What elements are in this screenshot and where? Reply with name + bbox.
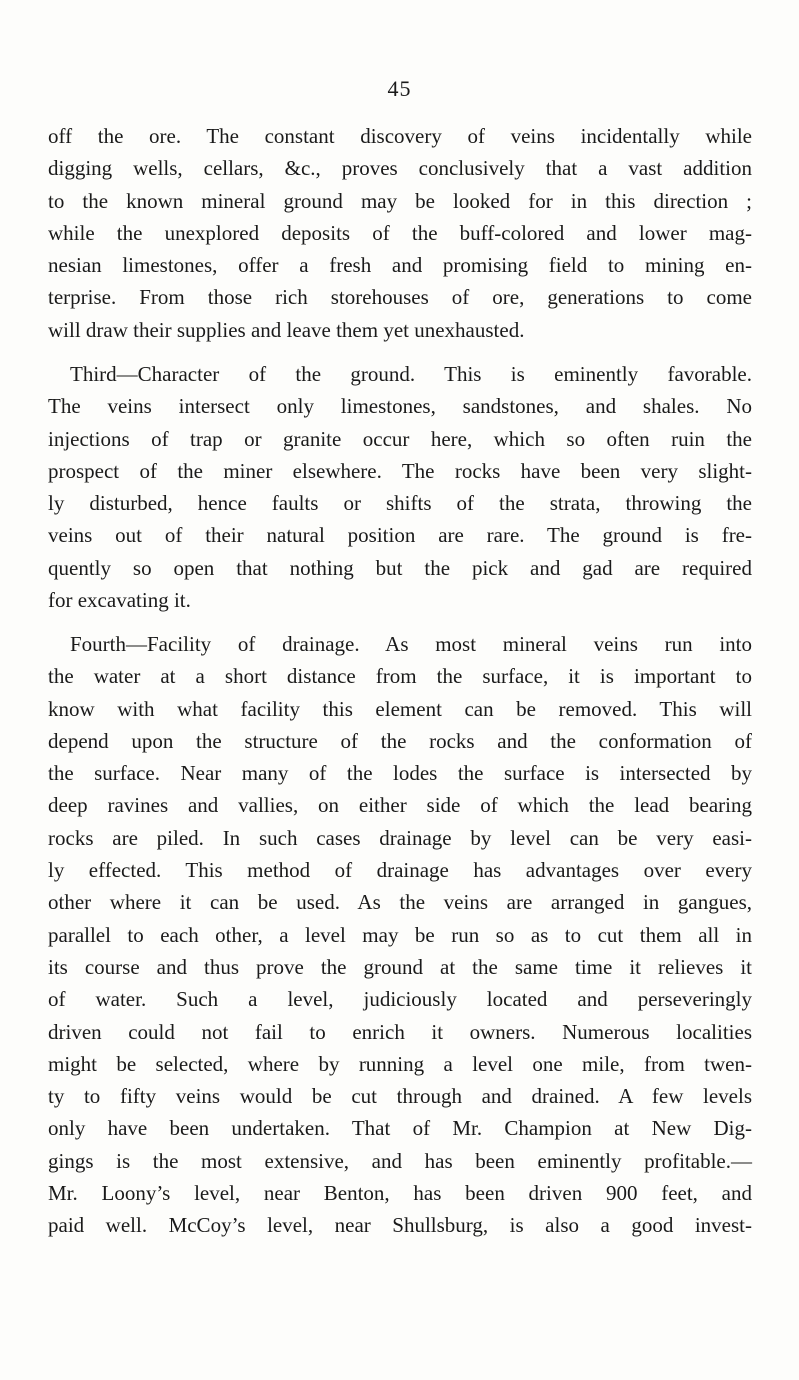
text-line: driven could not fail to enrich it owners. Numerous localities bbox=[48, 1019, 752, 1044]
text-line: rocks are piled. In such cases drainage by level can be very easi- bbox=[48, 825, 752, 850]
text-line: deep ravines and vallies, on either side of which the lead bearing bbox=[48, 793, 752, 818]
text-line: quently so open that nothing but the pick and gad are required bbox=[48, 555, 752, 580]
text-line: paid well. McCoy’s level, near Shullsburg, is also a good invest- bbox=[48, 1213, 752, 1238]
text-line: veins out of their natural position are rare. The ground is fre- bbox=[48, 523, 752, 548]
text-line: only have been undertaken. That of Mr. Champion at New Dig- bbox=[48, 1116, 752, 1141]
text-line: to the known mineral ground may be looked for in this direction ; bbox=[48, 188, 752, 213]
text-line: might be selected, where by running a level one mile, from twen- bbox=[48, 1051, 752, 1076]
text-line: gings is the most extensive, and has been eminently profitable.— bbox=[48, 1148, 752, 1173]
text-line: know with what facility this element can be removed. This will bbox=[48, 696, 752, 721]
text-line: off the ore. The constant discovery of veins incidentally while bbox=[48, 124, 752, 148]
text-line: other where it can be used. As the veins are arranged in gangues, bbox=[48, 890, 752, 915]
paragraph-character-of-ground bbox=[48, 358, 752, 616]
text-line: prospect of the miner elsewhere. The rocks have been very slight- bbox=[48, 458, 752, 483]
text-line: injections of trap or granite occur here, which so often ruin the bbox=[48, 426, 752, 451]
text-line: ty to fifty veins would be cut through and drained. A few levels bbox=[48, 1084, 752, 1109]
text-line: while the unexplored deposits of the buff-colored and lower mag- bbox=[48, 220, 752, 245]
page-number: 45 bbox=[387, 76, 412, 101]
text-line: ly disturbed, hence faults or shifts of the strata, throwing the bbox=[48, 491, 752, 516]
text-line: parallel to each other, a level may be run so as to cut them all in bbox=[48, 922, 752, 947]
text-line: Fourth—Facility of drainage. As most mineral veins run into bbox=[70, 632, 752, 656]
text-line: nesian limestones, offer a fresh and promising field to mining en- bbox=[48, 253, 752, 278]
text-line: depend upon the structure of the rocks and the conformation of bbox=[48, 728, 752, 753]
text-line: its course and thus prove the ground at the same time it relieves it bbox=[48, 954, 752, 979]
text-line: Mr. Loony’s level, near Benton, has been driven 900 feet, and bbox=[48, 1181, 752, 1206]
paragraph-facility-of-drainage bbox=[48, 628, 752, 1242]
text-line: the water at a short distance from the surface, it is important to bbox=[48, 664, 752, 689]
text-line: the surface. Near many of the lodes the surface is intersected by bbox=[48, 761, 752, 786]
text-line: will draw their supplies and leave them yet unexhausted. bbox=[48, 317, 525, 342]
text-line: Third—Character of the ground. This is eminently favorable. bbox=[70, 362, 752, 386]
text-line: digging wells, cellars, &c., proves conclusively that a vast addition bbox=[48, 156, 752, 181]
text-line: ly effected. This method of drainage has advantages over every bbox=[48, 858, 752, 883]
text-line: terprise. From those rich storehouses of ore, generations to come bbox=[48, 285, 752, 310]
text-line: of water. Such a level, judiciously located and perseveringly bbox=[48, 987, 752, 1012]
text-line: for excavating it. bbox=[48, 588, 191, 613]
text-line: The veins intersect only limestones, sandstones, and shales. No bbox=[48, 394, 752, 419]
paragraph-ore-discovery bbox=[48, 120, 752, 346]
